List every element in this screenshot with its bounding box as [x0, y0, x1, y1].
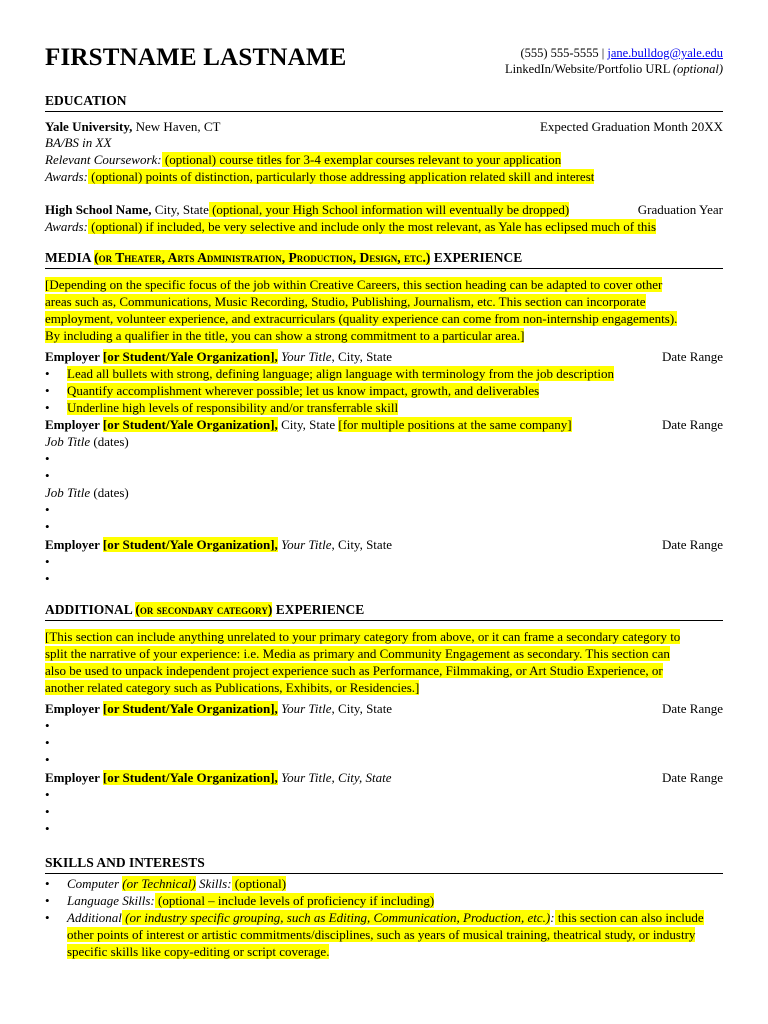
bullet-dot: • — [45, 787, 50, 802]
bullet-dot: • — [45, 718, 50, 733]
employer-city: , City, State — [331, 701, 393, 716]
job-dates: (dates) — [90, 434, 129, 449]
additional-intro — [45, 628, 723, 696]
employer-org: [or Student/Yale Organization], — [102, 770, 278, 785]
bullet-text: Underline high levels of responsibility and/or transferrable skill — [67, 400, 399, 415]
list-item — [45, 751, 723, 768]
media-intro-line: [Depending on the specific focus of the job within Creative Careers, this section heading can be adapted to cover other — [45, 277, 663, 292]
media-employer-2 — [45, 416, 723, 433]
employer-city: , City, State — [331, 349, 393, 364]
list-item — [45, 892, 723, 909]
additional-heading-main: ADDITIONAL — [45, 602, 136, 617]
media-intro-line: By including a qualifier in the title, you can show a strong commitment to a particular area.] — [45, 328, 525, 343]
media-intro-line: employment, volunteer experience, and extracurriculars (quality experience can come from non-internship engagements). — [45, 311, 678, 326]
employer-title: Your Title — [277, 537, 332, 552]
list-item — [45, 734, 723, 751]
job-title-row — [45, 433, 723, 450]
high-school-awards-text: (optional) if included, be very selective and include only the most relevant, as Yale has eclipsed much of this — [87, 219, 657, 234]
high-school-awards-row — [45, 218, 723, 235]
list-item — [45, 786, 723, 803]
additional-intro-line: another related category such as Publications, Exhibits, or Residencies.] — [45, 680, 420, 695]
high-school-name: High School Name, — [45, 202, 152, 217]
urls: LinkedIn/Website/Portfolio URL — [505, 62, 670, 76]
skills-heading: SKILLS AND INTERESTS — [45, 855, 723, 874]
media-heading-main: MEDIA — [45, 250, 95, 265]
media-intro — [45, 276, 723, 344]
additional-heading — [45, 602, 723, 621]
list-item — [45, 501, 723, 518]
contact-info — [505, 45, 723, 77]
list-item — [45, 909, 723, 960]
media-employer-3 — [45, 536, 723, 553]
additional-employer-1 — [45, 700, 723, 717]
additional-intro-line: also be used to unpack independent project experience such as Performance, Filmmaking, or Art Studio Experience, or — [45, 663, 663, 678]
high-school-graduation: Graduation Year — [637, 202, 723, 217]
employer-label: Employer — [45, 770, 103, 785]
language-text: (optional – include levels of proficiency if including) — [154, 893, 435, 908]
employer-label: Employer — [45, 537, 103, 552]
coursework-text: (optional) course titles for 3-4 exemplar courses relevant to your application — [161, 152, 562, 167]
awards-text: (optional) points of distinction, particularly those addressing application related skill and interest — [87, 169, 595, 184]
bullet-dot: • — [45, 735, 50, 750]
bullet-dot: • — [45, 519, 50, 534]
bullet-text: Quantify accomplishment wherever possible; let us know impact, growth, and deliverables — [67, 383, 540, 398]
awards-label: Awards: — [45, 169, 88, 184]
bullet-dot: • — [45, 876, 50, 891]
degree: BA/BS in XX — [45, 135, 112, 150]
employer-org: [or Student/Yale Organization], — [102, 349, 278, 364]
employer-org: [or Student/Yale Organization], — [102, 537, 278, 552]
school-name: Yale University, — [45, 119, 133, 134]
date-range: Date Range — [661, 349, 723, 364]
bullet-dot: • — [45, 366, 50, 381]
computer-skills-label: Skills: — [195, 876, 232, 891]
list-item — [45, 399, 723, 416]
additional-intro-line: split the narrative of your experience: i.e. Media as primary and Community Engagement as secondary. This section can — [45, 646, 670, 661]
job-title-row — [45, 484, 723, 501]
media-heading-suffix: EXPERIENCE — [430, 250, 523, 265]
computer-qualifier: (or Technical) — [122, 876, 196, 891]
employer-org: [or Student/Yale Organization], — [102, 417, 278, 432]
list-item — [45, 820, 723, 837]
job-title: Job Title — [45, 434, 91, 449]
additional-intro-line: [This section can include anything unrelated to your primary category from above, or it can frame a secondary category to — [45, 629, 681, 644]
bullet-dot: • — [45, 554, 50, 569]
additional-heading-suffix: EXPERIENCE — [272, 602, 365, 617]
education-school-row — [45, 118, 723, 135]
education-heading: EDUCATION — [45, 93, 723, 112]
list-item — [45, 553, 723, 570]
multiple-positions-note: [for multiple positions at the same company] — [338, 417, 572, 432]
list-item — [45, 382, 723, 399]
additional-label: Additional — [67, 910, 122, 925]
employer-org: [or Student/Yale Organization], — [102, 701, 278, 716]
employer-label: Employer — [45, 417, 103, 432]
graduation-date: Expected Graduation Month 20XX — [539, 119, 723, 134]
media-heading-qualifier: (or Theater, Arts Administration, Production, Design, etc.) — [94, 250, 431, 265]
candidate-name: FIRSTNAME LASTNAME — [45, 44, 347, 71]
media-intro-line: areas such as, Communications, Music Recording, Studio, Publishing, Journalism, etc. This section can incorporate — [45, 294, 646, 309]
coursework-label: Relevant Coursework: — [45, 152, 162, 167]
employer-city: , City, State — [331, 537, 393, 552]
bullet-dot: • — [45, 821, 50, 836]
employer-label: Employer — [45, 349, 103, 364]
bullet-dot: • — [45, 468, 50, 483]
urls-optional: (optional) — [673, 62, 723, 76]
employer-city: City, State — [277, 417, 339, 432]
list-item — [45, 467, 723, 484]
bullet-dot: • — [45, 893, 50, 908]
employer-title: Your Title — [277, 701, 332, 716]
employer-title-city: Your Title, City, State — [277, 770, 392, 785]
employer-title: Your Title — [277, 349, 332, 364]
bullet-dot: • — [45, 451, 50, 466]
language-label: Language Skills: — [67, 893, 155, 908]
email-link[interactable]: jane.bulldog@yale.edu — [607, 46, 723, 60]
list-item — [45, 450, 723, 467]
date-range: Date Range — [661, 701, 723, 716]
bullet-dot: • — [45, 752, 50, 767]
additional-employer-2 — [45, 769, 723, 786]
additional-colon: : — [550, 910, 555, 925]
list-item — [45, 518, 723, 535]
computer-label: Computer — [67, 876, 123, 891]
list-item — [45, 717, 723, 734]
bullet-dot: • — [45, 804, 50, 819]
phone: (555) 555-5555 | — [520, 46, 605, 60]
list-item — [45, 803, 723, 820]
additional-text: this section can also include other points of interest or artistic commitments/disciplines, such as years of musical training, theatrical study, or industry specific skills like copy-editing or script coverage. — [67, 910, 704, 959]
job-dates: (dates) — [90, 485, 129, 500]
media-employer-1 — [45, 348, 723, 365]
list-item — [45, 365, 723, 382]
high-school-location: City, State — [151, 202, 209, 217]
additional-heading-qualifier: (or secondary category) — [135, 602, 273, 617]
bullet-dot: • — [45, 910, 50, 925]
bullet-dot: • — [45, 571, 50, 586]
job-title: Job Title — [45, 485, 91, 500]
awards-row — [45, 168, 723, 185]
school-location: New Haven, CT — [132, 119, 221, 134]
additional-qualifier: (or industry specific grouping, such as Editing, Communication, Production, etc.) — [121, 910, 551, 925]
coursework-row — [45, 151, 723, 168]
bullet-text: Lead all bullets with strong, defining language; align language with terminology from the job description — [67, 366, 614, 381]
bullet-dot: • — [45, 502, 50, 517]
bullet-dot: • — [45, 400, 50, 415]
high-school-row — [45, 201, 723, 218]
date-range: Date Range — [661, 417, 723, 432]
date-range: Date Range — [661, 770, 723, 785]
media-heading — [45, 250, 723, 269]
high-school-awards-label: Awards: — [45, 219, 88, 234]
computer-skills-text: (optional) — [231, 876, 287, 891]
list-item — [45, 875, 723, 892]
high-school-note: (optional, your High School information will eventually be dropped) — [208, 202, 570, 217]
employer-label: Employer — [45, 701, 103, 716]
bullet-dot: • — [45, 383, 50, 398]
date-range: Date Range — [661, 537, 723, 552]
list-item — [45, 570, 723, 587]
